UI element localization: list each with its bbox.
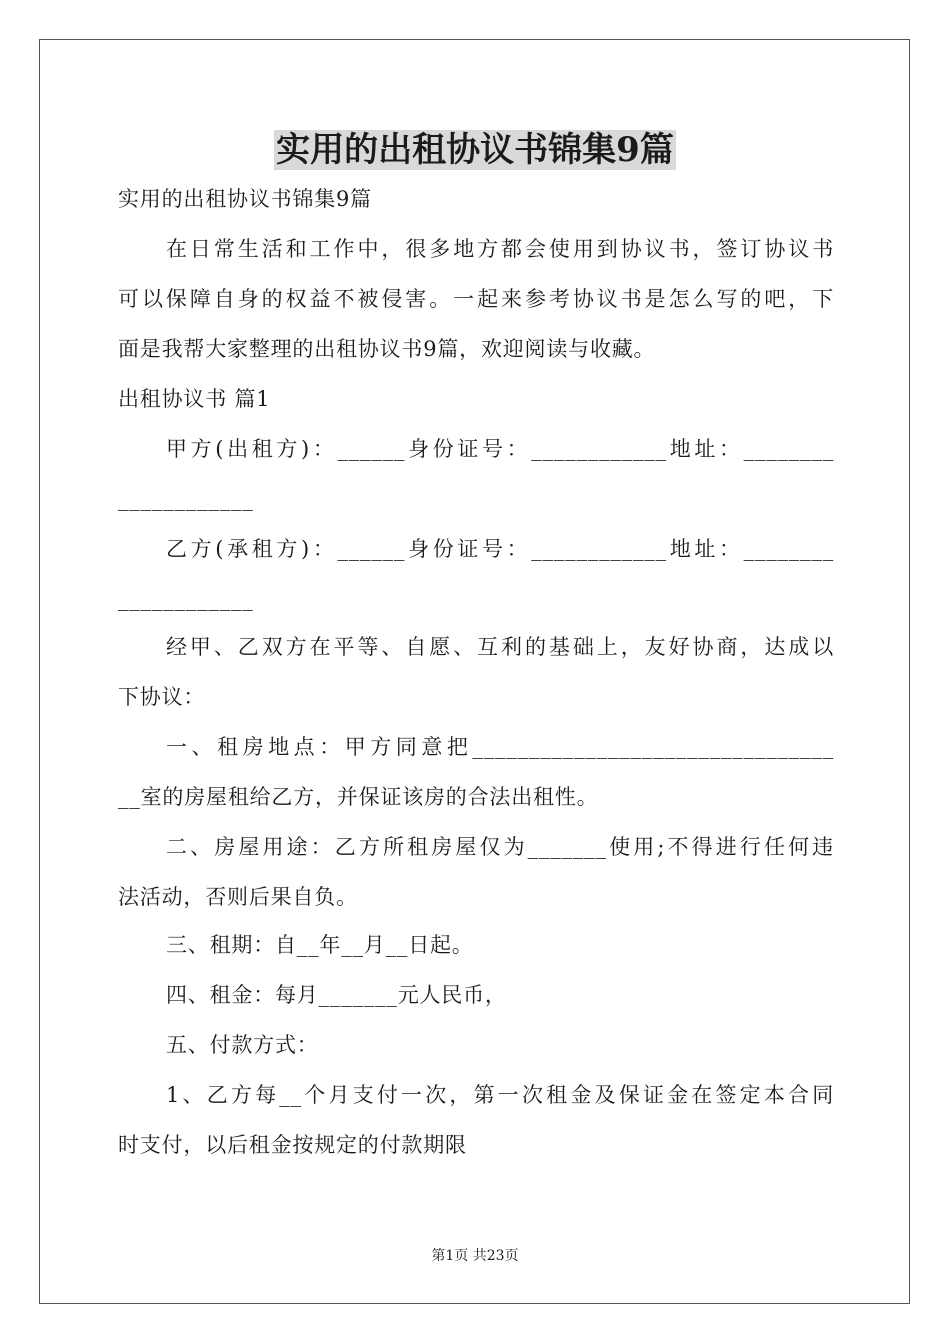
- body-line: 甲方(出租方)：______身份证号：____________地址：________: [166, 437, 834, 461]
- body-line: 下协议：: [118, 685, 206, 709]
- section-heading: 出租协议书 篇1: [118, 387, 271, 411]
- body-line: 可以保障自身的权益不被侵害。一起来参考协议书是怎么写的吧，下: [118, 287, 834, 311]
- body-line: 时支付，以后租金按规定的付款期限: [118, 1133, 467, 1157]
- page-footer: 第1页 共23页: [431, 1248, 519, 1264]
- body-line: 经甲、乙双方在平等、自愿、互利的基础上，友好协商，达成以: [166, 635, 834, 659]
- body-line: 在日常生活和工作中，很多地方都会使用到协议书，签订协议书: [166, 237, 834, 261]
- body-line: 面是我帮大家整理的出租协议书9篇，欢迎阅读与收藏。: [118, 337, 656, 361]
- body-line: ____________: [118, 587, 254, 611]
- body-line: 二、房屋用途：乙方所租房屋仅为_______使用;不得进行任何违: [166, 835, 834, 859]
- body-line: 五、付款方式：: [166, 1033, 319, 1057]
- body-line: ____________: [118, 487, 254, 511]
- document-title: 实用的出租协议书锦集9篇: [276, 130, 674, 170]
- body-line: 法活动，否则后果自负。: [118, 885, 358, 909]
- subtitle-line: 实用的出租协议书锦集9篇: [118, 187, 372, 211]
- body-line: __室的房屋租给乙方，并保证该房的合法出租性。: [118, 785, 599, 809]
- page-border: [39, 39, 910, 1304]
- body-line: 一、租房地点：甲方同意把________________________________: [166, 735, 834, 759]
- body-line: 四、租金：每月_______元人民币，: [166, 983, 507, 1007]
- body-line: 1、乙方每__个月支付一次，第一次租金及保证金在签定本合同: [166, 1083, 834, 1107]
- body-line: 乙方(承租方)：______身份证号：____________地址：________: [166, 537, 834, 561]
- body-line: 三、租期：自__年__月__日起。: [166, 933, 474, 957]
